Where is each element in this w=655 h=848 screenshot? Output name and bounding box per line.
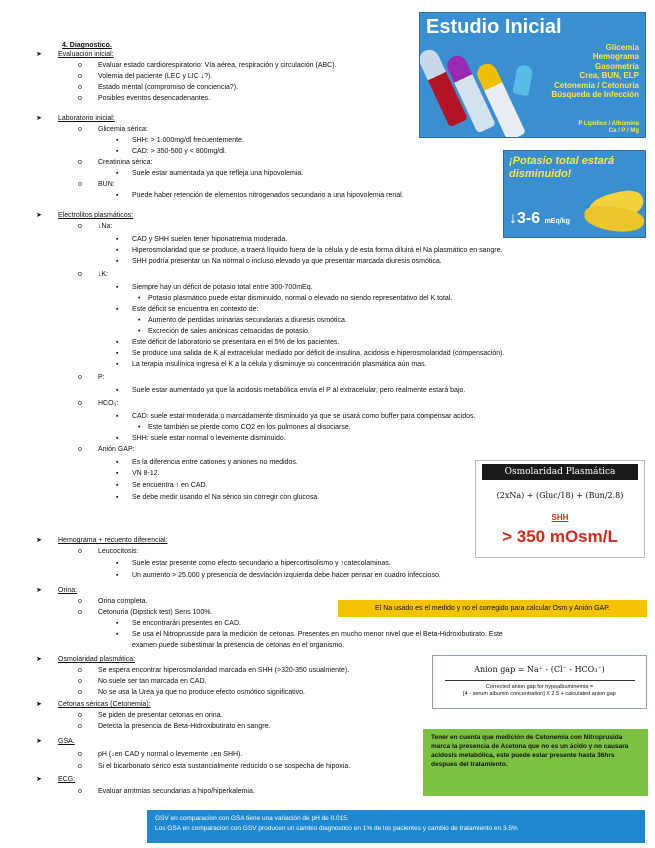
- document-line: ↓K:: [98, 271, 109, 278]
- bullet-icon: o: [78, 126, 82, 133]
- bullet-icon: o: [78, 62, 82, 69]
- document-line: Este también se pierde como CO2 en los pulmones al disociarse.: [148, 424, 351, 431]
- bullet-icon: ➤: [36, 115, 42, 122]
- document-line: Siempre hay un déficit de potasio total entre 300-700mEq.: [132, 284, 313, 291]
- document-line: Se piden de presentar cetonas en orina.: [98, 712, 223, 719]
- gsv-note: [147, 810, 645, 843]
- document-line: ↓Na:: [98, 223, 113, 230]
- bullet-icon: o: [78, 374, 82, 381]
- document-line: Creatinina sérica:: [98, 159, 153, 166]
- document-line: Excreción de sales aniónicas cetoacidas de potasio.: [148, 328, 310, 335]
- potasio-title: ¡Potasio total estará disminuido!: [509, 155, 615, 180]
- document-line: SHH podría presentar un Na normal o incluso elevado ya que presentar marcada diuresis osmótica.: [132, 258, 442, 265]
- bullet-icon: o: [78, 788, 82, 795]
- document-line: Cetonas séricas (Cetonemia):: [58, 701, 151, 708]
- document-line: Hiperosmolaridad que se produce, a traerá líquido fuera de la célula y de esta forma diluirá el Na plasmático en sangre.: [132, 247, 503, 254]
- osm-result: > 350 mOsm/L: [502, 527, 618, 546]
- document-line: Un aumento > 25.000 y presencia de desviación izquierda debe hacer pensar en cuadro infeccioso.: [132, 572, 441, 579]
- bullet-icon: •: [138, 328, 141, 335]
- bullet-icon: ▪: [116, 560, 119, 567]
- osm-shh: SHH: [551, 513, 569, 522]
- potasio-unit: mEq/kg: [544, 218, 570, 225]
- document-line: Leucocitosis:: [98, 548, 139, 555]
- estudio-item: Búsqueda de Infección: [551, 90, 639, 100]
- document-line: Aumento de perdidas urinarias secundarias a diuresis osmótica.: [148, 317, 347, 324]
- bullet-icon: ▪: [116, 247, 119, 254]
- document-line: Suele estar presente como efecto secundario a hipercortisolismo y ↑catecolaminas.: [132, 560, 391, 567]
- bullet-icon: ▪: [116, 339, 119, 346]
- cetonemia-note: Tener en cuenta que medición de Cetonemia con Nitroprusida marca la presencia de Acetona que no es un ácido y no causara acidosis metabólica, este puede estar presente hasta 36hrs despues del tratamiento.: [423, 729, 648, 796]
- bullet-icon: ▪: [116, 258, 119, 265]
- document-line: Se encontrarán presentes en CAD.: [132, 620, 241, 627]
- estudio-foot-2: Ca / P / Mg: [608, 128, 639, 135]
- bullet-icon: ▪: [116, 284, 119, 291]
- estudio-foot-1: P Lipídico / Albúmina: [578, 121, 639, 127]
- bullet-icon: o: [78, 689, 82, 696]
- osm-formula: (2xNa) + (Gluc/18) + (Bun/2.8): [496, 491, 624, 500]
- document-line: examen puede subestimar la presencia de cetonas en el organismo.: [132, 642, 345, 649]
- document-line: Es la diferencia entre cationes y aniones no medidos.: [132, 459, 298, 466]
- estudio-foot: [578, 121, 639, 136]
- estudio-item: Hemograma: [592, 52, 639, 62]
- bullet-icon: o: [78, 84, 82, 91]
- bullet-icon: ▪: [116, 192, 119, 199]
- document-line: No se usa la Urea ya que no produce efecto osmótico significativo.: [98, 689, 306, 696]
- bullet-icon: ▪: [116, 470, 119, 477]
- document-line: Posibles eventos desencadenantes.: [98, 95, 211, 102]
- document-line: Se usa el Nitroprusside para la medición de cetonas. Presentes en mucho menor nivel que el Beta-Hidroxibutirato. Este: [132, 631, 503, 638]
- bullet-icon: ➤: [36, 51, 42, 58]
- document-line: Osmolaridad plasmática:: [58, 656, 136, 663]
- bullet-icon: o: [78, 763, 82, 770]
- document-line: SHH: > 1.000mg/dl frecuentemente.: [132, 137, 244, 144]
- document-line: Cetonuria (Dipstick test) Sens 100%.: [98, 609, 213, 616]
- document-line: SHH: suele estar normal o levemente disminuido.: [132, 435, 286, 442]
- bullet-icon: ➤: [36, 212, 42, 219]
- osm-head: Osmolaridad Plasmática: [482, 464, 638, 480]
- document-line: Glicemia sérica:: [98, 126, 148, 133]
- document-line: La terapia insulínica ingresa el K a la célula y disminuye su concentración plasmática aún mas.: [132, 361, 427, 368]
- document-line: CAD y SHH suelen tener hiponatremia moderada.: [132, 236, 288, 243]
- bullet-icon: o: [78, 712, 82, 719]
- ag-sub-1: Corrected anion gap for hypoalbuminemia =: [485, 684, 594, 690]
- estudio-title: Estudio Inicial: [426, 16, 562, 38]
- bullet-icon: o: [78, 667, 82, 674]
- bullet-icon: ➤: [36, 776, 42, 783]
- document-line: Orina:: [58, 587, 78, 594]
- document-line: Anión GAP:: [98, 446, 135, 453]
- bullet-icon: ➤: [36, 587, 42, 594]
- estudio-item: Glicemia: [605, 43, 639, 52]
- document-line: Detecta la presencia de Beta-Hidroxibutirato en sangre.: [98, 723, 271, 730]
- document-line: Puede haber retención de elementos nitrogenados secundario a una hipovolemia renal.: [132, 192, 404, 199]
- bullet-icon: ▪: [116, 494, 119, 501]
- document-line: Evaluar estado cardiorespiratorio: Vía aérea, respiración y circulación (ABC).: [98, 62, 337, 69]
- bullet-icon: ▪: [116, 620, 119, 627]
- document-line: Estado mental (compromiso de conciencia?).: [98, 84, 239, 91]
- document-line: No suele ser tan marcada en CAD.: [98, 678, 207, 685]
- bullet-icon: ▪: [116, 435, 119, 442]
- document-line: BUN:: [98, 181, 115, 188]
- estudio-inicial-image: [419, 12, 646, 138]
- document-line: 4. Diagnostico.: [62, 42, 112, 49]
- bullet-icon: ▪: [116, 170, 119, 177]
- bullet-icon: o: [78, 400, 82, 407]
- bullet-icon: ▪: [116, 306, 119, 313]
- bullet-icon: ▪: [116, 631, 119, 638]
- bullet-icon: o: [78, 548, 82, 555]
- bullet-icon: ▪: [116, 387, 119, 394]
- document-line: Evaluación inicial:: [58, 51, 114, 58]
- bullet-icon: o: [78, 73, 82, 80]
- ag-divider: [445, 680, 635, 681]
- estudio-item: Cetonemia / Cetonuria: [554, 80, 639, 90]
- document-line: CAD: > 350-500 y < 800mg/dl.: [132, 148, 227, 155]
- cap-icon: [513, 64, 534, 96]
- potasio-image: [503, 150, 646, 238]
- potasio-value: ↓3-6 mEq/kg: [509, 210, 570, 227]
- bullet-icon: o: [78, 751, 82, 758]
- bullet-icon: ▪: [116, 236, 119, 243]
- bullet-icon: o: [78, 223, 82, 230]
- bullet-icon: ➤: [36, 537, 42, 544]
- document-line: HCO₃:: [98, 400, 119, 407]
- bullet-icon: o: [78, 609, 82, 616]
- bullet-icon: ▪: [116, 413, 119, 420]
- document-line: Hemograma + recuento diferencial:: [58, 537, 168, 544]
- document-line: Se debe medir usando el Na sérico sin corregir con glucosa.: [132, 494, 320, 501]
- document-line: Se espera encontrar hiperosmolaridad marcada en SHH (>320-350 usualmente).: [98, 667, 350, 674]
- bullet-icon: ▪: [116, 350, 119, 357]
- document-line: VN 8-12.: [132, 470, 160, 477]
- bullet-icon: o: [78, 598, 82, 605]
- estudio-list: [551, 43, 639, 100]
- bullet-icon: •: [138, 424, 141, 431]
- document-line: Este déficit se encuentra en contexto de:: [132, 306, 259, 313]
- bullet-icon: ➤: [36, 701, 42, 708]
- estudio-item: Gasometría: [594, 61, 639, 71]
- gsv-line-1: GSV en comparacion con GSA tiene una variación de pH de 0.015.: [155, 815, 349, 822]
- bullet-icon: ➤: [36, 656, 42, 663]
- document-line: Volemia del paciente (LEC y LIC ↓?).: [98, 73, 213, 80]
- document-line: Electrolitos plasmáticos:: [58, 212, 134, 219]
- document-line: Orina completa.: [98, 598, 148, 605]
- document-line: ECG:: [58, 776, 76, 783]
- osmolaridad-image: [475, 460, 645, 558]
- bullet-icon: •: [138, 317, 141, 324]
- estudio-item: Crea, BUN, ELP: [579, 71, 639, 81]
- ag-main: Anion gap = Na⁺ - (Cl⁻ - HCO₃⁻): [474, 665, 605, 674]
- bullet-icon: o: [78, 181, 82, 188]
- potasio-number: 3-6: [517, 210, 541, 227]
- bullet-icon: o: [78, 723, 82, 730]
- bullet-icon: •: [138, 295, 141, 302]
- document-line: Suele estar aumentada ya que refleja una hipovolemia.: [132, 170, 304, 177]
- bullet-icon: ▪: [116, 148, 119, 155]
- document-line: Se encuentra ↑ en CAD.: [132, 482, 208, 489]
- gsv-line-2: Los GSA en comparacion con GSV producen un cambio diagnostico en 1% de los pacientes y cambio de tratamiento en 3.5%: [155, 824, 518, 832]
- document-line: Potasio plasmático puede estar disminuido, normal o elevado no siendo representativo del K total.: [148, 295, 453, 302]
- anion-gap-formula-image: [432, 655, 647, 709]
- bullet-icon: ▪: [116, 572, 119, 579]
- bullet-icon: o: [78, 678, 82, 685]
- document-line: pH (↓en CAD y normal o levemente ↓en SHH).: [98, 751, 243, 758]
- document-line: Este déficit de laboratorio se presentara en el 5% de los pacientes.: [132, 339, 340, 346]
- bullet-icon: ▪: [116, 459, 119, 466]
- document-line: CAD: suele estar moderada o marcadamente disminuido ya que se usará como buffer para compensar acidos.: [132, 413, 476, 420]
- bullet-icon: ➤: [36, 738, 42, 745]
- document-line: GSA:: [58, 738, 75, 745]
- ag-sub: [433, 684, 646, 698]
- document-line: Laboratorio inicial:: [58, 115, 115, 122]
- bullet-icon: ▪: [116, 361, 119, 368]
- document-line: Se produce una salida de K al extracelular mediado por déficit de insulina, acidosis e hiperosmolaridad (compensación).: [132, 350, 505, 357]
- document-line: Evaluar arritmias secundarias a hipo/hiperkalemia.: [98, 788, 255, 795]
- anion-note: El Na usado es el medido y no el corregido para calcular Osm y Anión GAP.: [338, 600, 647, 617]
- bullet-icon: o: [78, 159, 82, 166]
- document-line: Si el bicarbonato sérico esta sustancialmente reducido o se sospecha de hipoxia.: [98, 763, 351, 770]
- bullet-icon: o: [78, 446, 82, 453]
- bullet-icon: ▪: [116, 137, 119, 144]
- bullet-icon: o: [78, 95, 82, 102]
- ag-sub-2: [4 - serum albumin concentration] X 2.5 + calculated anion gap: [463, 691, 616, 698]
- bullet-icon: ▪: [116, 482, 119, 489]
- bullet-icon: o: [78, 271, 82, 278]
- document-line: P:: [98, 374, 105, 381]
- document-line: Suele estar aumentado ya que la acidosis metabólica envía el P al extracelular, pero realmente estará bajo.: [132, 387, 466, 394]
